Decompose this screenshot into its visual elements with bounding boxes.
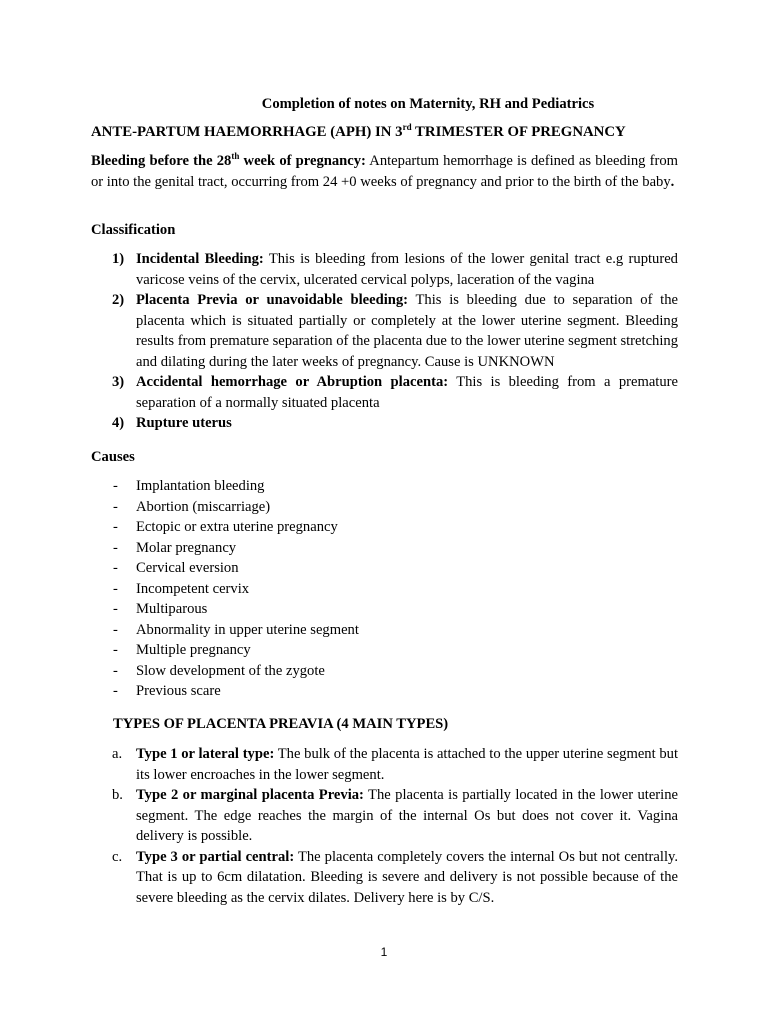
list-item	[91, 413, 678, 434]
types-heading: TYPES OF PLACENTA PREAVIA (4 MAIN TYPES)	[113, 716, 449, 732]
heading-text-before: ANTE-PARTUM HAEMORRHAGE (APH) IN 3	[91, 124, 403, 140]
dash-marker: -	[113, 662, 118, 679]
types-list	[91, 744, 678, 908]
dash-marker: -	[113, 539, 118, 556]
list-item: - Multiparous	[91, 599, 678, 620]
list-item	[91, 785, 678, 847]
list-item: - Implantation bleeding	[91, 476, 678, 497]
dash-marker: -	[113, 498, 118, 515]
item-term: Placenta Previa or unavoidable bleeding:	[136, 292, 409, 308]
list-marker: a.	[112, 746, 123, 762]
list-item	[91, 372, 678, 413]
dash-marker: -	[113, 642, 118, 658]
page-number: 1	[380, 945, 388, 959]
list-item: - Previous scare	[91, 681, 678, 702]
dash-marker: -	[113, 478, 118, 494]
list-item	[91, 249, 678, 290]
intro-bold-lead: Bleeding before the 28th week of pregnancy:	[91, 151, 366, 169]
dash-marker: -	[113, 683, 118, 699]
dash-marker: -	[113, 519, 118, 535]
list-item: - Abortion (miscarriage)	[91, 497, 678, 518]
heading-superscript: rd	[402, 122, 412, 132]
heading-text-after: TRIMESTER OF PREGNANCY	[411, 124, 626, 140]
dash-marker: -	[113, 621, 118, 638]
item-term: Type 2 or marginal placenta Previa:	[136, 787, 364, 803]
item-term: Type 1 or lateral type:	[136, 746, 275, 762]
item-text: The placenta completely covers the internal Os but not centrally. That is up to 6cm dilatation. Bleeding is severe and delivery is not possible because of the severe bleeding as the cervix dilates. Delivery here is by C/S.	[136, 848, 679, 906]
dash-marker: -	[113, 580, 118, 597]
list-item: - Ectopic or extra uterine pregnancy	[91, 517, 678, 538]
list-item: - Abnormality in upper uterine segment	[91, 620, 678, 641]
list-marker: 2)	[112, 292, 125, 308]
intro-paragraph	[91, 151, 678, 192]
item-text: This is bleeding due to separation of the placenta which is situated partially or completely at the lower uterine segment. Bleeding results from premature separation of the placenta due to the lower uterine segment stretching and dilating during the later weeks of pregnancy. Cause is UNKNOWN	[136, 292, 678, 370]
list-item	[91, 290, 678, 372]
list-marker: 4)	[112, 415, 125, 431]
list-item: - Cervical eversion	[91, 558, 678, 579]
item-term: Accidental hemorrhage or Abruption placenta:	[136, 374, 449, 390]
item-text: The bulk of the placenta is attached to the upper uterine segment but its lower encroaches in the lower segment.	[136, 746, 679, 783]
list-item: - Slow development of the zygote	[91, 661, 678, 682]
list-item	[91, 847, 678, 909]
list-item: - Multiple pregnancy	[91, 640, 678, 661]
classification-list	[91, 249, 678, 434]
document-title: Completion of notes on Maternity, RH and Pediatrics	[261, 96, 595, 112]
list-item: - Molar pregnancy	[91, 538, 678, 559]
item-term: Type 3 or partial central:	[136, 848, 295, 865]
causes-heading: Causes	[91, 449, 135, 465]
list-marker: c.	[112, 848, 123, 865]
list-item	[91, 744, 678, 785]
intro-end: .	[670, 173, 675, 190]
item-text: This is bleeding from a premature separation of a normally situated placenta	[136, 374, 678, 411]
causes-list	[91, 476, 678, 702]
dash-marker: -	[113, 560, 118, 576]
item-text: This is bleeding from lesions of the lower genital tract e.g ruptured varicose veins of the cervix, ulcerated cervical polyps, laceration of the vagina	[136, 251, 678, 288]
list-marker: 3)	[112, 374, 125, 390]
item-term: Rupture uterus	[136, 415, 232, 431]
intro-text: Antepartum hemorrhage is defined as bleeding from or into the genital tract, occurring from 24 +0 weeks of pregnancy and prior to the birth of the baby	[91, 153, 678, 190]
item-term: Incidental Bleeding:	[136, 251, 264, 267]
list-marker: 1)	[112, 251, 125, 267]
list-marker: b.	[112, 787, 123, 803]
list-item: - Incompetent cervix	[91, 579, 678, 600]
section-heading-aph	[91, 122, 678, 143]
classification-heading: Classification	[91, 222, 176, 238]
item-text: The placenta is partially located in the lower uterine segment. The edge reaches the margin of the internal Os but does not cover it. Vagina delivery is possible.	[136, 787, 678, 844]
dash-marker: -	[113, 601, 118, 617]
